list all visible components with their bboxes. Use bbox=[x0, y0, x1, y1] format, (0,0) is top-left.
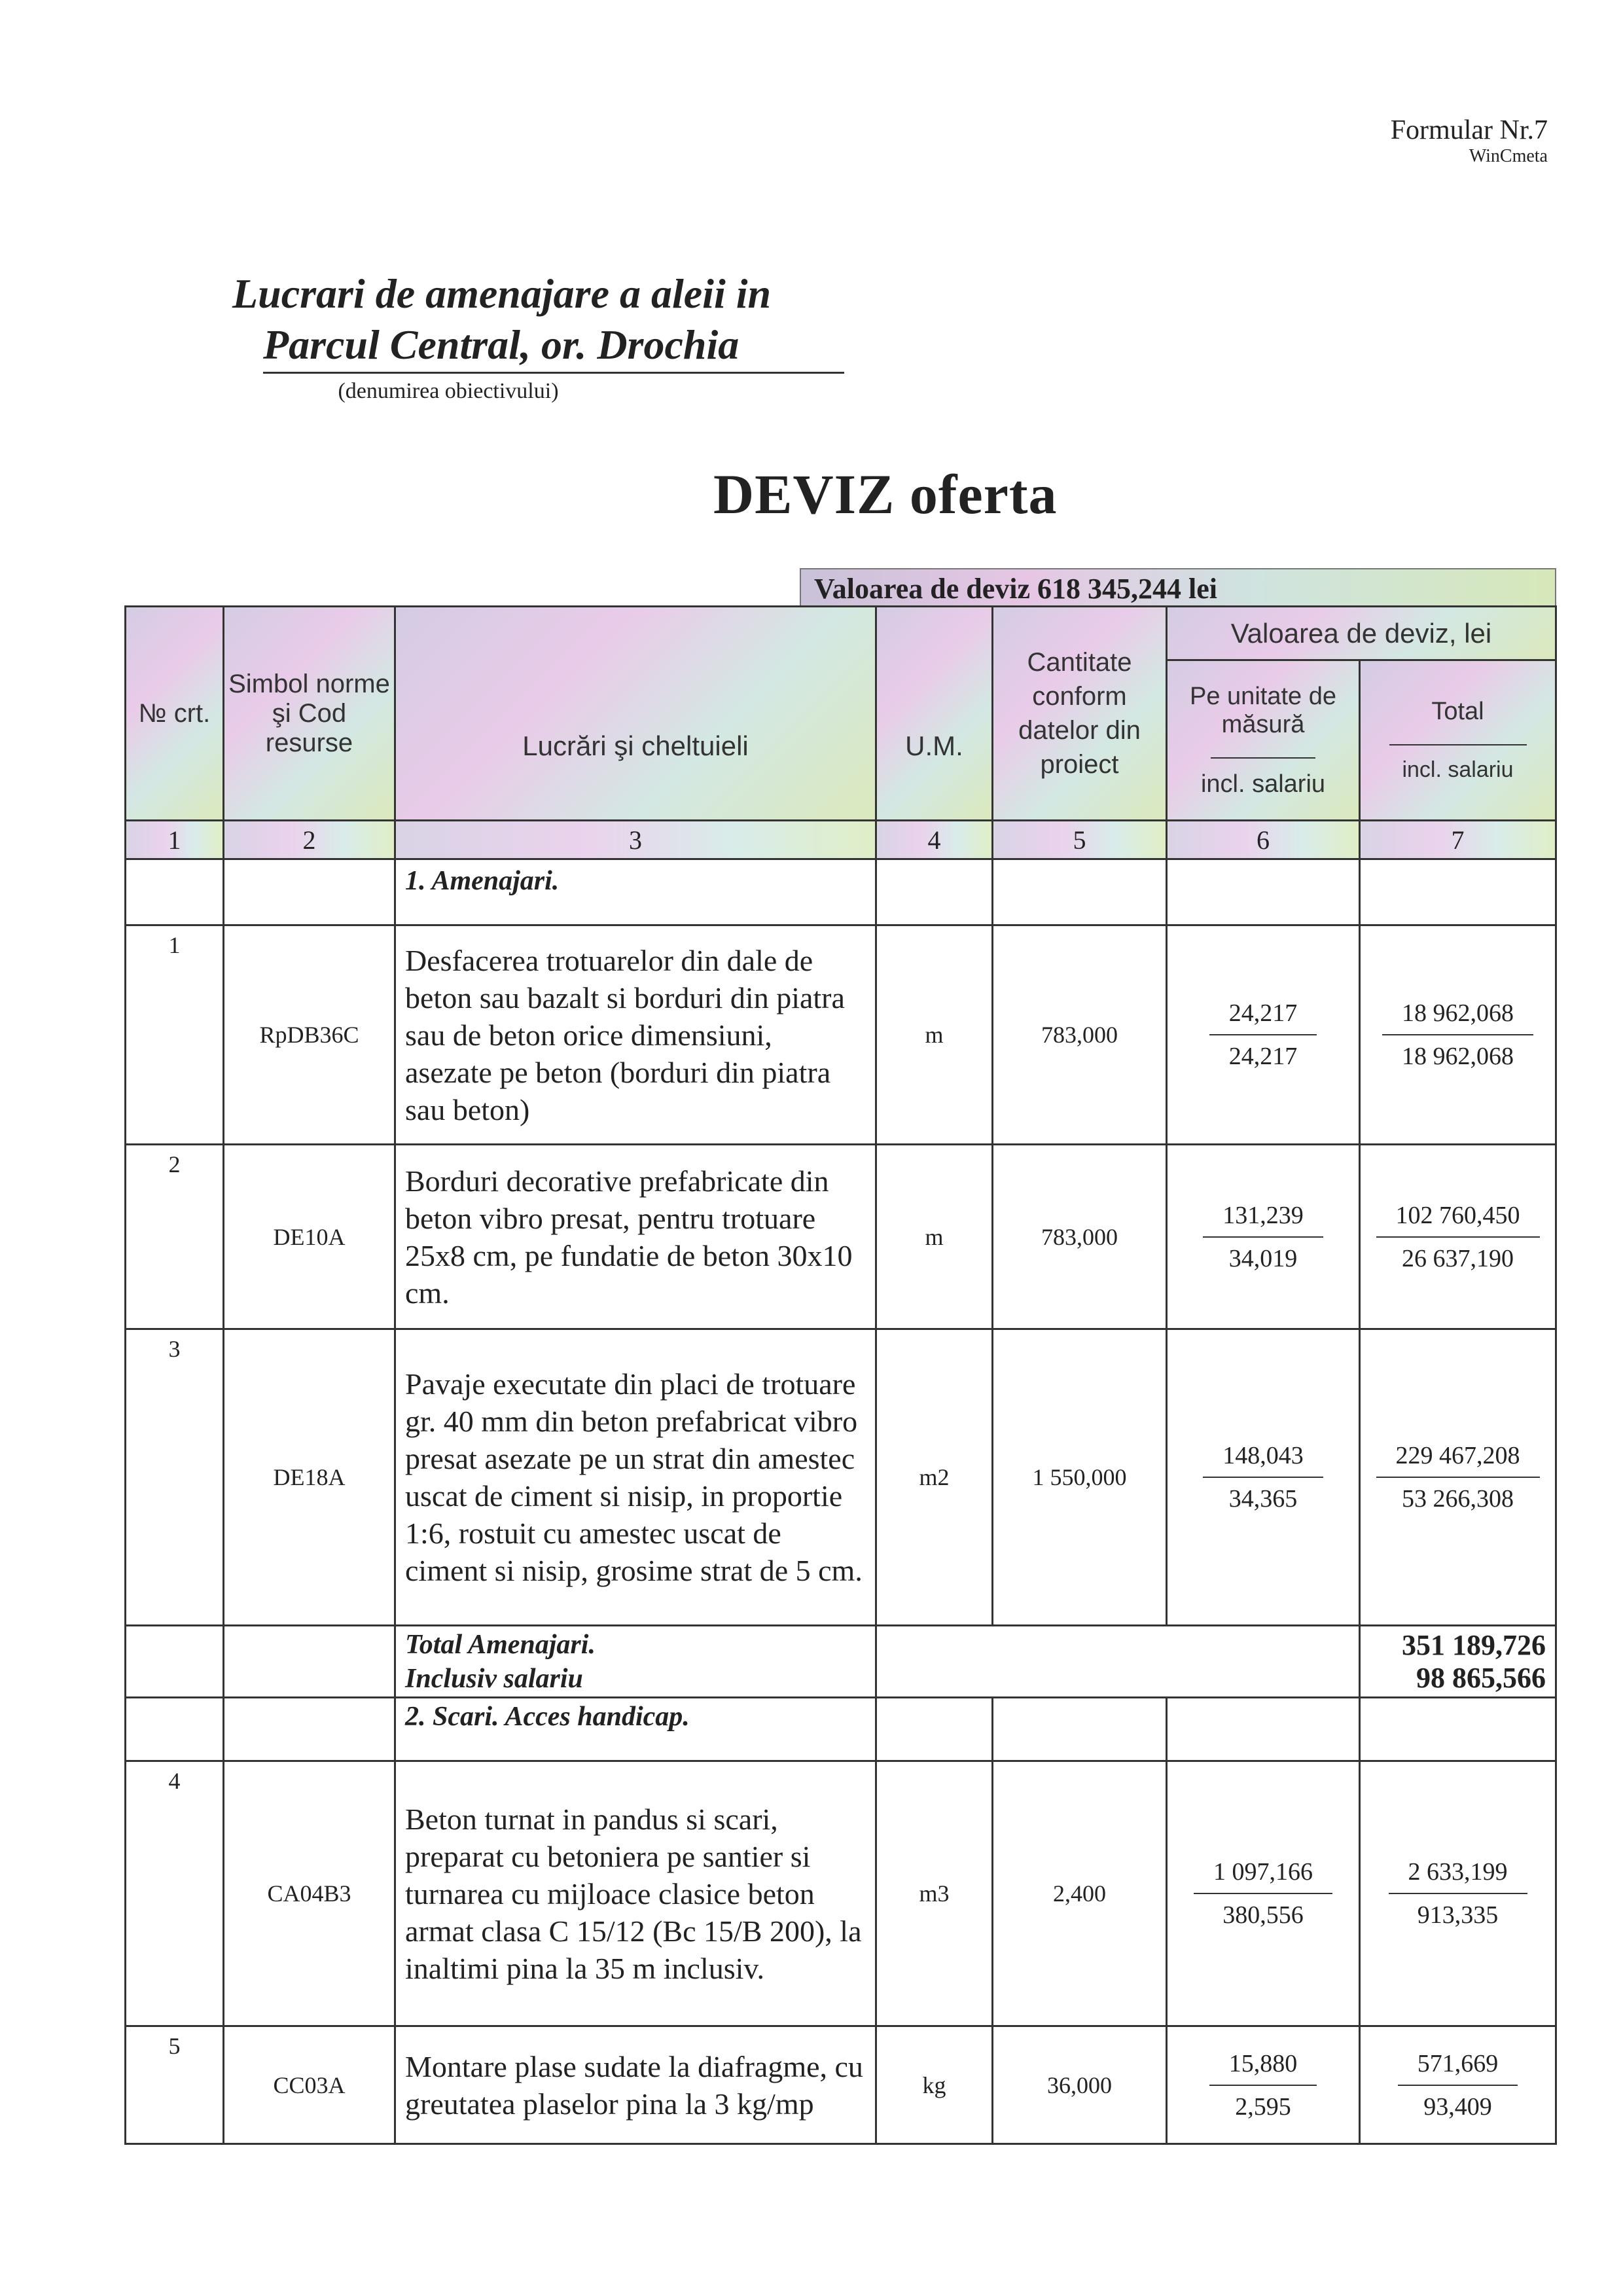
table-row bbox=[126, 1761, 1556, 2026]
table-row bbox=[126, 2026, 1556, 2144]
formular-number: Formular Nr.7 bbox=[1390, 115, 1548, 145]
section-total-value: 351 189,726 bbox=[1402, 1628, 1546, 1661]
row-total-price: $\frac{571,669}{93,409}$ bbox=[1398, 2049, 1518, 2121]
header-simbol: Simbol norme şi Cod resurse bbox=[224, 607, 395, 821]
header-um: U.M. bbox=[876, 607, 993, 821]
row-qty: 1 550,000 bbox=[993, 1329, 1167, 1626]
row-um: m bbox=[876, 1145, 993, 1329]
section-total-salary: 98 865,566 bbox=[1416, 1661, 1546, 1694]
row-um: kg bbox=[876, 2026, 993, 2144]
row-nr: 1 bbox=[126, 925, 224, 1145]
header-incl-salariu-6: incl. salariu bbox=[1200, 770, 1326, 798]
object-name-block bbox=[190, 268, 838, 404]
formular-software: WinCmeta bbox=[1469, 146, 1548, 166]
row-code: RpDB36C bbox=[224, 925, 395, 1145]
row-unit-price: $\frac{131,239}{34,019}$ bbox=[1203, 1201, 1323, 1273]
row-desc: Beton turnat in pandus si scari, preparat cu betoniera pe santier si turnarea cu mijloace clasice beton armat clasa C 15/12 (Bc 15/B 200), la inaltimi pina la 35 m inclusiv. bbox=[395, 1761, 876, 2026]
row-nr: 3 bbox=[126, 1329, 224, 1626]
row-desc: Pavaje executate din placi de trotuare gr. 40 mm din beton prefabricat vibro presat asezate pe un strat din amestec uscat de ciment si nisip, in proportie 1:6, rostuit cu amestec uscat de ciment si nisip, grosime strat de 5 cm. bbox=[395, 1329, 876, 1626]
row-qty: 36,000 bbox=[993, 2026, 1167, 2144]
header-lucrari: Lucrări şi cheltuieli bbox=[395, 607, 876, 821]
row-nr: 4 bbox=[126, 1761, 224, 2026]
object-name-line1: Lucrari de amenajare a aleii in bbox=[232, 270, 772, 317]
header-divider bbox=[1389, 744, 1527, 745]
row-qty: 783,000 bbox=[993, 1145, 1167, 1329]
total-value-box bbox=[800, 568, 1556, 609]
column-numbers-row bbox=[126, 821, 1556, 859]
colnum: 3 bbox=[395, 821, 876, 859]
colnum: 5 bbox=[993, 821, 1167, 859]
document-title: DEVIZ oferta bbox=[713, 463, 1058, 526]
row-nr: 2 bbox=[126, 1145, 224, 1329]
row-unit-price: $\frac{15,880}{2,595}$ bbox=[1209, 2049, 1317, 2121]
table-row bbox=[126, 925, 1556, 1145]
table-row bbox=[126, 1145, 1556, 1329]
row-code: CC03A bbox=[224, 2026, 395, 2144]
row-desc: Desfacerea trotuarelor din dale de beton sau bazalt si borduri din piatra sau de beton orice dimensiuni, asezate pe beton (borduri din piatra sau beton) bbox=[395, 925, 876, 1145]
header-pe-unitate: Pe unitate de măsură bbox=[1190, 682, 1336, 738]
estimate-table bbox=[124, 605, 1557, 2145]
header-total: Total bbox=[1431, 698, 1484, 725]
row-code: DE10A bbox=[224, 1145, 395, 1329]
header-valoarea-deviz: Valoarea de deviz, lei bbox=[1167, 607, 1556, 660]
row-unit-price: $\frac{24,217}{24,217}$ bbox=[1209, 999, 1317, 1071]
colnum: 7 bbox=[1360, 821, 1556, 859]
row-code: DE18A bbox=[224, 1329, 395, 1626]
header-divider bbox=[1211, 757, 1315, 759]
section-row bbox=[126, 1698, 1556, 1761]
section-label: 2. Scari. Acces handicap. bbox=[395, 1698, 876, 1761]
colnum: 1 bbox=[126, 821, 224, 859]
section-total-values bbox=[1360, 1626, 1556, 1698]
colnum: 6 bbox=[1167, 821, 1360, 859]
section-total-row bbox=[126, 1626, 1556, 1698]
row-total-price: $\frac{102 760,450}{26 637,190}$ bbox=[1376, 1201, 1540, 1273]
row-unit-price: $\frac{148,043}{34,365}$ bbox=[1203, 1441, 1323, 1513]
row-desc: Montare plase sudate la diafragme, cu greutatea plaselor pina la 3 kg/mp bbox=[395, 2026, 876, 2144]
row-total-price: $\frac{2 633,199}{913,335}$ bbox=[1389, 1857, 1527, 1929]
row-um: m2 bbox=[876, 1329, 993, 1626]
formular-label bbox=[1391, 115, 1548, 167]
object-name-line2: Parcul Central, or. Drochia bbox=[263, 319, 844, 374]
row-desc: Borduri decorative prefabricate din beton vibro presat, pentru trotuare 25x8 cm, pe fundatie de beton 30x10 cm. bbox=[395, 1145, 876, 1329]
total-value-text: Valoarea de deviz 618 345,244 lei bbox=[814, 573, 1217, 605]
row-unit-price: $\frac{1 097,166}{380,556}$ bbox=[1194, 1857, 1332, 1929]
row-um: m bbox=[876, 925, 993, 1145]
header-cantitate: Cantitate conform datelor din proiect bbox=[993, 607, 1167, 821]
row-code: CA04B3 bbox=[224, 1761, 395, 2026]
row-um: m3 bbox=[876, 1761, 993, 2026]
row-qty: 783,000 bbox=[993, 925, 1167, 1145]
row-nr: 5 bbox=[126, 2026, 224, 2144]
row-qty: 2,400 bbox=[993, 1761, 1167, 2026]
object-name-caption: (denumirea obiectivului) bbox=[338, 379, 559, 403]
section-total-labels bbox=[395, 1626, 876, 1698]
colnum: 2 bbox=[224, 821, 395, 859]
section-label: 1. Amenajari. bbox=[395, 859, 876, 925]
table-row bbox=[126, 1329, 1556, 1626]
row-total-price: $\frac{229 467,208}{53 266,308}$ bbox=[1376, 1441, 1540, 1513]
header-incl-salariu-7: incl. salariu bbox=[1402, 757, 1514, 782]
section-total-salary-label: Inclusiv salariu bbox=[405, 1663, 583, 1694]
header-row-1 bbox=[126, 607, 1556, 660]
colnum: 4 bbox=[876, 821, 993, 859]
section-total-label: Total Amenajari. bbox=[405, 1629, 596, 1660]
header-total-cell bbox=[1360, 660, 1556, 821]
header-pe-unitate-cell bbox=[1167, 660, 1360, 821]
row-total-price: $\frac{18 962,068}{18 962,068}$ bbox=[1382, 999, 1533, 1071]
header-nr: № crt. bbox=[126, 607, 224, 821]
section-row bbox=[126, 859, 1556, 925]
